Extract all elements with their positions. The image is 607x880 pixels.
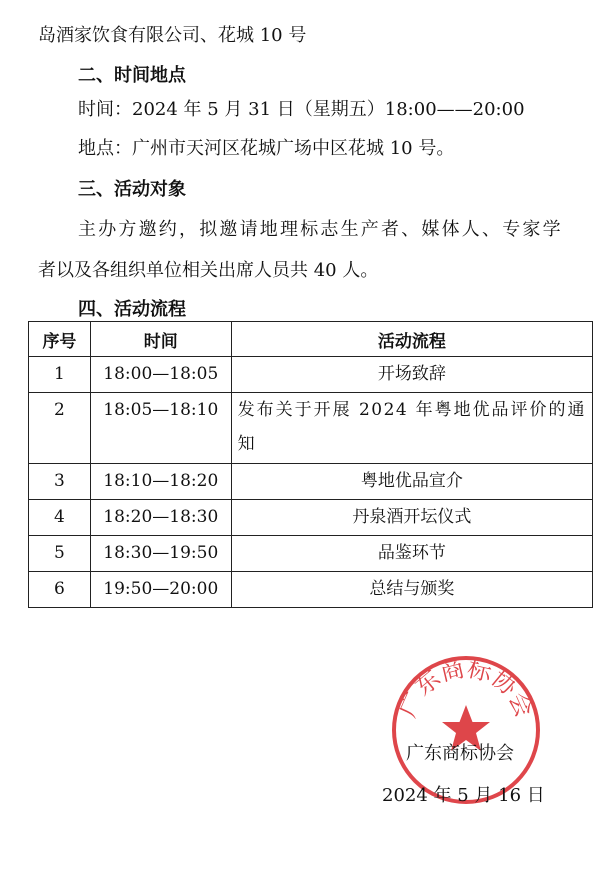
row-time: 18:20—18:30 <box>90 500 231 536</box>
seal-arc-text: 广东商标协会 <box>393 654 539 722</box>
audience-line-1: 主办方邀约，拟邀请地理标志生产者、媒体人、专家学 <box>78 219 563 240</box>
row-time: 18:10—18:20 <box>90 464 231 500</box>
table-row <box>29 500 593 536</box>
row-time: 18:00—18:05 <box>90 357 231 393</box>
row-time: 18:05—18:10 <box>90 393 231 464</box>
row-item: 粤地优品宣介 <box>231 464 592 500</box>
row-no: 2 <box>29 393 91 464</box>
table-row <box>29 536 593 572</box>
header-time: 时间 <box>90 322 231 357</box>
row-no: 1 <box>29 357 91 393</box>
row-item: 丹泉酒开坛仪式 <box>231 500 592 536</box>
audience-line-2: 者以及各组织单位相关出席人员共 40 人。 <box>38 260 379 281</box>
row-no: 6 <box>29 572 91 608</box>
header-no: 序号 <box>29 322 91 357</box>
row-item: 总结与颁奖 <box>231 572 592 608</box>
header-item: 活动流程 <box>231 322 592 357</box>
table-row <box>29 357 593 393</box>
row-no: 4 <box>29 500 91 536</box>
intro-tail-line: 岛酒家饮食有限公司、花城 10 号 <box>38 25 307 46</box>
signature-org: 广东商标协会 <box>406 743 514 764</box>
row-time: 19:50—20:00 <box>90 572 231 608</box>
activity-flow-table <box>28 321 593 608</box>
section-heading-audience: 三、活动对象 <box>78 179 186 200</box>
row-time: 18:30—19:50 <box>90 536 231 572</box>
time-line: 时间：2024 年 5 月 31 日（星期五）18:00——20:00 <box>78 99 525 120</box>
row-item: 开场致辞 <box>231 357 592 393</box>
row-item: 品鉴环节 <box>231 536 592 572</box>
table-row <box>29 464 593 500</box>
row-item: 发布关于开展 2024 年粤地优品评价的通知 <box>231 393 592 464</box>
signature-date: 2024 年 5 月 16 日 <box>382 785 545 806</box>
table-header-row <box>29 322 593 357</box>
table-row <box>29 572 593 608</box>
section-heading-time-place: 二、时间地点 <box>78 65 186 86</box>
section-heading-flow: 四、活动流程 <box>78 299 186 320</box>
row-no: 5 <box>29 536 91 572</box>
place-line: 地点：广州市天河区花城广场中区花城 10 号。 <box>78 138 455 159</box>
row-no: 3 <box>29 464 91 500</box>
table-row <box>29 393 593 464</box>
